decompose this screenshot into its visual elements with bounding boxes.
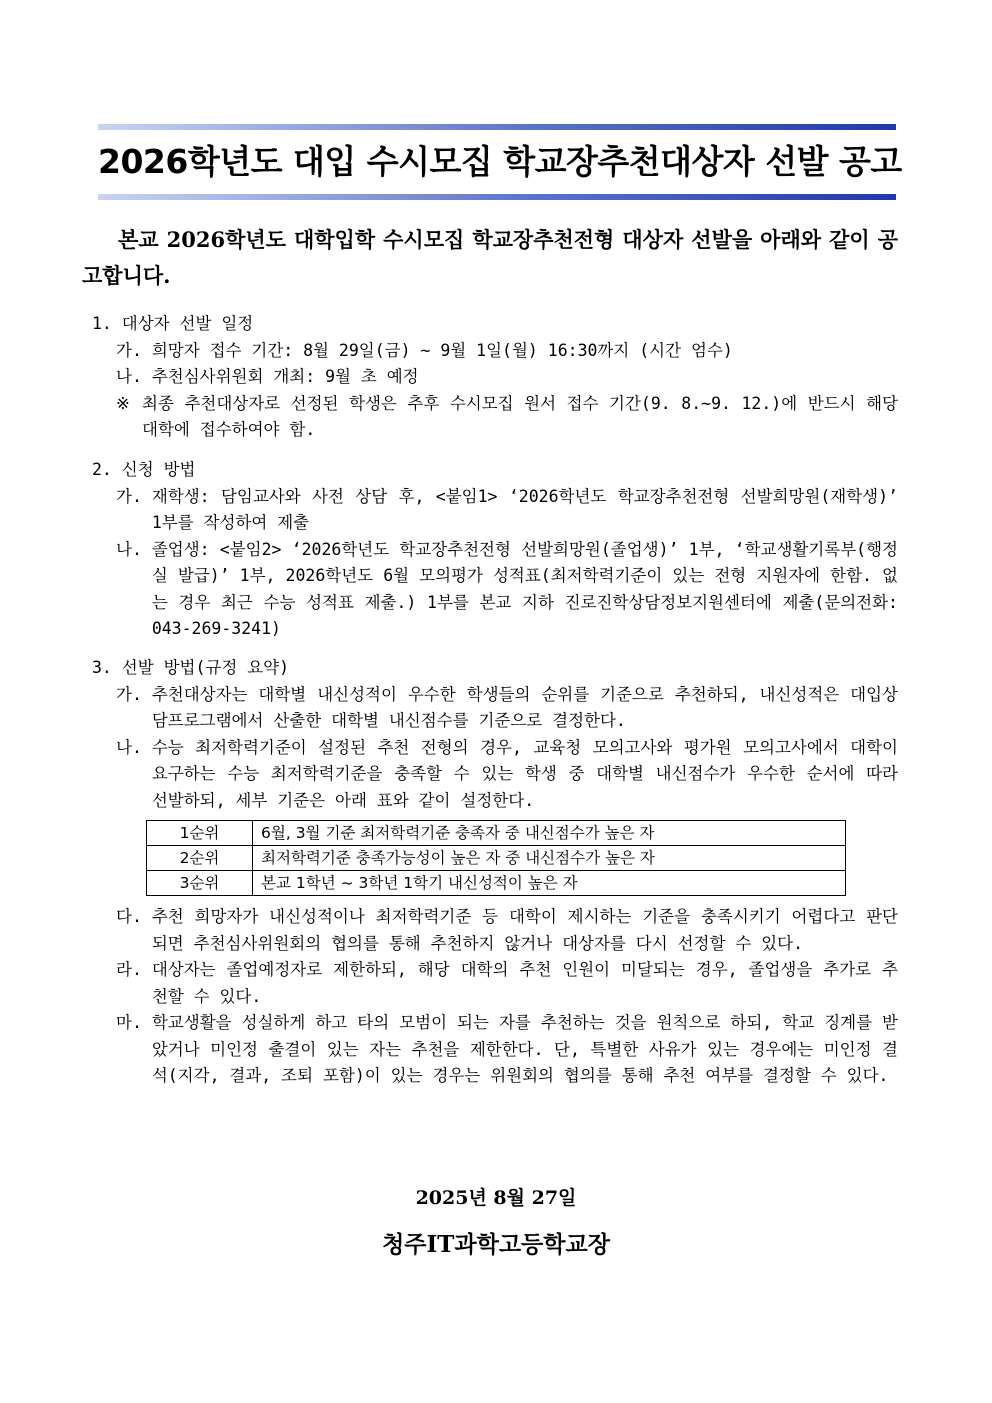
item-marker: 가. (116, 486, 152, 506)
item-text: 희망자 접수 기간: 8월 29일(금) ~ 9월 1일(월) 16:30까지 (시간 엄수) (151, 340, 733, 360)
table-row (147, 821, 846, 846)
item-marker: 마. (116, 1013, 152, 1032)
item-marker: 가. (116, 340, 152, 360)
list-item (116, 682, 898, 735)
item-text: 재학생: 담임교사와 사전 상담 후, <붙임1> ‘2026학년도 학교장추천전형 선발희망원(재학생)’ 1부를 작성하여 제출 (151, 486, 898, 532)
rank-cell: 2순위 (147, 846, 253, 871)
section-selection-continued (92, 904, 898, 1090)
school-principal-signature: 청주IT과학고등학교장 (382, 1231, 610, 1258)
section-heading: 1. 대상자 선발 일정 (92, 314, 254, 333)
list-item (116, 904, 898, 957)
list-item (116, 338, 898, 365)
note-text: 최종 추천대상자로 선정된 학생은 추후 수시모집 원서 접수 기간(9. 8.~9. 12.)에 반드시 해당 대학에 접수하여야 함. (142, 393, 898, 439)
section-heading: 2. 신청 방법 (92, 460, 196, 479)
item-text: 졸업생: <붙임2> ‘2026학년도 학교장추천전형 선발희망원(졸업생)’ 1부, ‘학교생활기록부(행정실 발급)’ 1부, 2026학년도 6월 모의평가 성적표(최저학력기준이 있는 전형 지원자에 한함. 없는 경우 최근 수능 성적표 제출.) 1부를 본교 지하 진로진학상담정보지원센터에 제출(문의전화: 043-269-3241) (151, 539, 899, 638)
list-item (116, 537, 898, 643)
criteria-cell: 최저학력기준 충족가능성이 높은 자 중 내신점수가 높은 자 (253, 846, 846, 871)
list-item (116, 957, 898, 1010)
item-marker: 라. (116, 960, 152, 979)
title-top-bar (98, 124, 896, 130)
section-schedule (92, 311, 898, 444)
criteria-cell: 6월, 3월 기준 최저학력기준 충족자 중 내신점수가 높은 자 (253, 821, 846, 846)
item-text: 추천 희망자가 내신성적이나 최저학력기준 등 대학이 제시하는 기준을 충족시키기 어렵다고 판단되면 추천심사위원회의 협의를 통해 추천하지 않거나 대상자를 다시 선정할 수 있다. (151, 907, 898, 953)
rank-cell: 3순위 (147, 871, 253, 896)
criteria-cell: 본교 1학년 ~ 3학년 1학기 내신성적이 높은 자 (253, 871, 846, 896)
list-item (116, 484, 898, 537)
ranking-table (146, 820, 846, 896)
list-item (116, 735, 898, 815)
item-marker: 가. (116, 684, 152, 704)
section-heading: 3. 선발 방법(규정 요약) (92, 658, 290, 677)
intro-paragraph (82, 222, 898, 294)
document-title: 2026학년도 대입 수시모집 학교장추천대상자 선발 공고 (98, 142, 902, 181)
intro-text: 본교 2026학년도 대학입학 수시모집 학교장추천전형 대상자 선발을 아래와 같이 공고합니다. (82, 227, 898, 288)
list-item (116, 1010, 898, 1090)
table-row (147, 871, 846, 896)
item-text: 추천대상자는 대학별 내신성적이 우수한 학생들의 순위를 기준으로 추천하되, 내신성적은 대입상담프로그램에서 산출한 대학별 내신점수를 기준으로 결정한다. (151, 684, 898, 730)
item-text: 학교생활을 성실하게 하고 타의 모범이 되는 자를 추천하는 것을 원칙으로 하되, 학교 징계를 받았거나 미인정 출결이 있는 자는 추천을 제한한다. 단, 특별한 사유가 있는 경우에는 미인정 결석(지각, 결과, 조퇴 포함)이 있는 경우는 위원회의 협의를 통해 추천 여부를 결정할 수 있다. (151, 1013, 898, 1085)
item-marker: 다. (116, 907, 152, 926)
section-selection (92, 655, 898, 814)
item-text: 추천심사위원회 개최: 9월 초 예정 (151, 367, 419, 386)
section-application (92, 457, 898, 643)
item-text: 수능 최저학력기준이 설정된 추천 전형의 경우, 교육청 모의고사와 평가원 모의고사에서 대학이 요구하는 수능 최저학력기준을 충족할 수 있는 학생 중 대학별 내신점수가 우수한 순서에 따라 선발하되, 세부 기준은 아래 표와 같이 설정한다. (151, 737, 898, 810)
item-marker: 나. (116, 737, 152, 757)
title-bottom-bar (98, 194, 896, 200)
note-marker: ※ (116, 393, 130, 413)
rank-cell: 1순위 (147, 821, 253, 846)
announcement-date: 2025년 8월 27일 (415, 1187, 577, 1209)
list-item (116, 364, 898, 391)
item-text: 대상자는 졸업예정자로 제한하되, 해당 대학의 추천 인원이 미달되는 경우, 졸업생을 추가로 추천할 수 있다. (151, 960, 898, 1006)
item-marker: 나. (116, 539, 152, 559)
item-marker: 나. (116, 367, 152, 386)
note-item (116, 391, 898, 444)
table-row (147, 846, 846, 871)
